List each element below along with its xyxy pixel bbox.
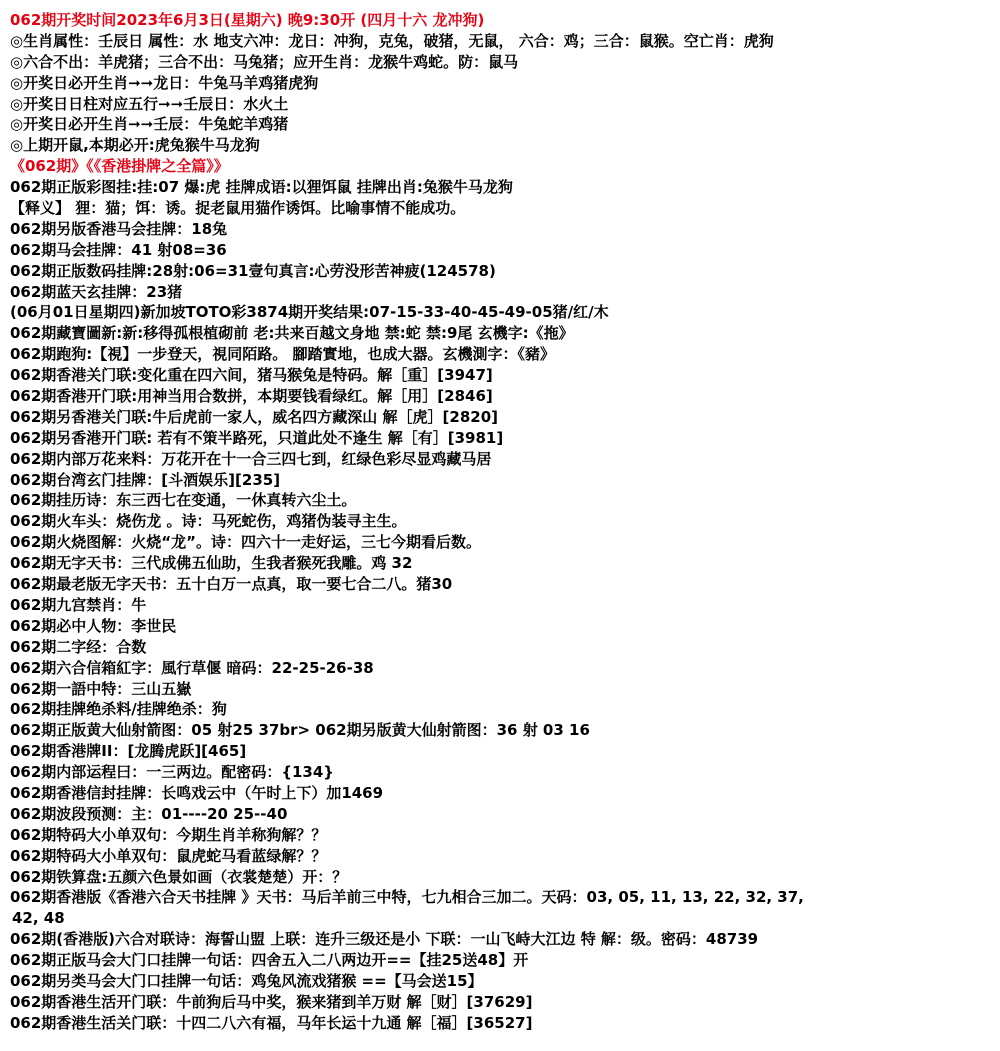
text-line: 062期必中人物：李世民 [10,616,177,635]
text-line: 062期挂历诗：东三西七在变通，一休真转六尘土。 [10,491,357,510]
text-line: 062期香港生活关门联：十四二八六有福，马年长运十九通 解［福］[36527] [10,1013,533,1032]
text-line: 062期一語中特：三山五嶽 [10,679,192,698]
text-line: 062期另香港开门联: 若有不策半路死，只道此处不逢生 解［有］[3981] [10,428,504,447]
text-line: 062期正版黄大仙射箭图：05 射25 37br> 062期另版黄大仙射箭图：36 射 03 16 [10,721,590,740]
text-line: 062期台湾玄门挂牌：[斗酒娱乐][235] [10,470,281,489]
page-title: 062期开奖时间2023年6月3日(星期六) 晚9:30开 (四月十六 龙冲狗) [10,11,485,29]
text-line: 062期香港版《香港六合天书挂牌 》天书：马后羊前三中特，七九相合三加二。天码：03, 05, 11, 13, 22, 32, 37, [10,888,804,907]
text-line: 062期香港开门联:用神当用合数拼，本期要钱看绿红。解［用］[2846] [10,387,493,406]
text-line: 062期内部运程曰：一三两边。配密码：{134} [10,763,334,782]
text-line: 062期另类马会大门口挂牌一句话：鸡兔风流戏猪猴 ==【马会送15】 [10,971,483,990]
text-line: 42, 48 [12,909,65,928]
text-line: 062期另香港关门联:牛后虎前一家人，威名四方藏深山 解［虎］[2820] [10,407,498,426]
text-line: ◎开奖日日柱对应五行➞➞壬辰日：水火土 [10,94,289,113]
text-line: 062期蓝天玄挂牌：23猪 [10,282,183,301]
text-line: 062期火车头：烧伤龙 。诗：马死蛇伤，鸡猪伪装寻主生。 [10,512,407,531]
text-line: 062期(香港版)六合对联诗：海誓山盟 上联：连升三级还是小 下联：一山飞峙大江边 特 解：级。密码：48739 [10,930,759,949]
text-line: ◎上期开鼠,本期必开:虎兔猴牛马龙狗 [10,136,260,155]
text-line: ◎生肖属性：壬辰日 属性：水 地支六冲：龙日：冲狗，克兔，破猪，无鼠， 六合：鸡；三合：鼠猴。空亡肖：虎狗 [10,31,774,50]
text-line: ◎开奖日必开生肖➞➞龙日：牛兔马羊鸡猪虎狗 [10,73,319,92]
text-line: (06月01日星期四)新加坡TOTO彩3874期开奖结果:07-15-33-40-45-49-05猪/红/木 [10,303,609,322]
text-line: 062期特码大小单双句：今期生肖羊称狗解？？ [10,825,327,844]
text-line: 062期正版彩图挂:挂:07 爆:虎 挂牌成语:以狸饵鼠 挂牌出肖:兔猴牛马龙狗 [10,178,513,197]
text-line: ◎六合不出：羊虎猪；三合不出：马兔猪；应开生肖：龙猴牛鸡蛇。防：鼠马 [10,52,519,71]
text-line: 062期铁算盘:五颜六色景如画（衣裳楚楚）开：？ [10,867,348,886]
text-line: 062期九宫禁肖：牛 [10,595,147,614]
text-line: 062期波段预测：主：01----20 25--40 [10,804,288,823]
text-line: 062期无字天书：三代成佛五仙助，生我者猴死我雕。鸡 32 [10,554,413,573]
text-line: 062期挂牌绝杀料/挂牌绝杀：狗 [10,700,227,719]
text-line: 062期二字经：合数 [10,637,147,656]
text-line: 062期正版马会大门口挂牌一句话：四舍五入二八两边开==【挂25送48】开 [10,951,529,970]
section-heading: 《062期》《《香港掛牌之全篇》》 [10,157,229,176]
text-line: 062期跑狗:【視】一步登天，視同陌路。 腳踏實地，也成大器。玄機測字：《豬》 [10,345,556,364]
text-line: 062期六合信箱紅字：風行草偃 暗码：22-25-26-38 [10,658,374,677]
text-line: 062期藏寶圖新:新:移得孤根植砌前 老:共来百越文身地 禁:蛇 禁:9尾 玄機字:《拖》 [10,324,574,343]
text-line: 【释义】 狸：猫；饵：诱。捉老鼠用猫作诱饵。比喻事情不能成功。 [10,199,466,218]
text-line: 062期火烧图解：火烧“龙”。诗：四六十一走好运，三七今期看后数。 [10,533,482,552]
text-line: 062期香港信封挂牌：长鸣戏云中（午时上下）加1469 [10,783,384,802]
text-line: 062期最老版无字天书：五十白万一点真，取一要七合二八。猪30 [10,575,453,594]
text-line: ◎开奖日必开生肖➞➞壬辰：牛兔蛇羊鸡猪 [10,115,289,134]
text-line: 062期特码大小单双句：鼠虎蛇马看蓝绿解？？ [10,846,327,865]
text-line: 062期另版香港马会挂牌：18兔 [10,219,228,238]
lottery-document [10,10,990,1034]
text-line: 062期马会挂牌：41 射08=36 [10,240,227,259]
text-line: 062期香港牌II：[龙腾虎跃][465] [10,742,247,761]
text-line: 062期正版数码挂牌:28射:06=31壹句真言:心劳没形苦神疲(124578) [10,261,496,280]
text-line: 062期内部万花来料：万花开在十一合三四七到，红绿色彩尽显鸡藏马居 [10,449,492,468]
text-line: 062期香港关门联:变化重在四六间，猪马猴兔是特码。解［重］[3947] [10,366,493,385]
text-line: 062期香港生活开门联：牛前狗后马中奖，猴来猪到羊万财 解［财］[37629] [10,992,533,1011]
